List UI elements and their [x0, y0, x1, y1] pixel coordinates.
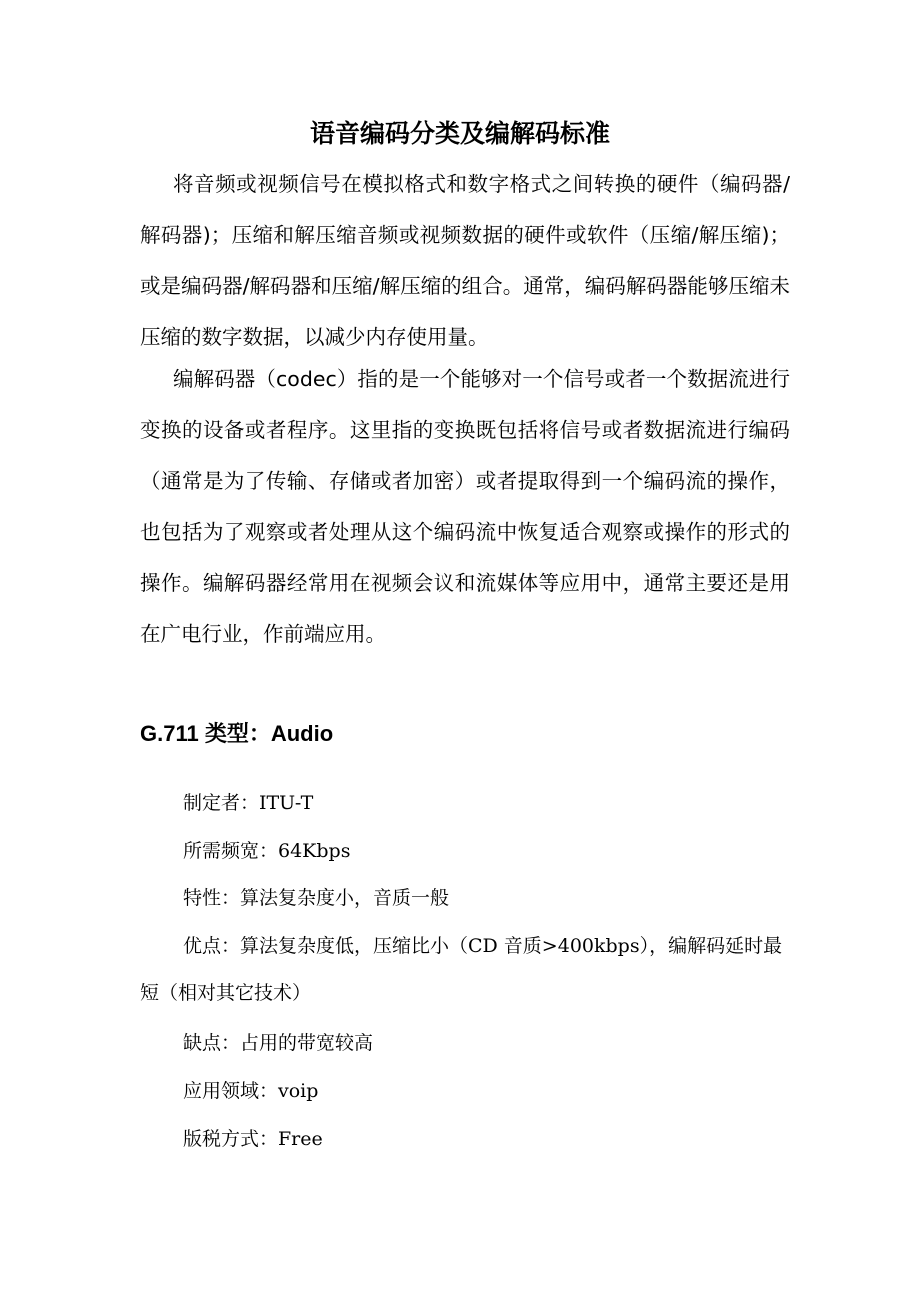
spec-maker: 制定者：ITU-T [183, 792, 314, 814]
spec-application: 应用领域：voip [183, 1080, 319, 1102]
spec-disadvantages: 缺点：占用的带宽较高 [183, 1032, 374, 1054]
spec-bandwidth: 所需频宽：64Kbps [183, 840, 351, 862]
spec-royalty: 版税方式：Free [183, 1128, 323, 1150]
spec-advantages: 优点：算法复杂度低，压缩比小（CD 音质>400kbps），编解码延时最短（相对其它技术） [140, 935, 783, 1004]
spec-features: 特性：算法复杂度小，音质一般 [183, 887, 450, 909]
intro-paragraph: 将音频或视频信号在模拟格式和数字格式之间转换的硬件（编码器/解码器)；压缩和解压缩音频或视频数据的硬件或软件（压缩/解压缩)；或是编码器/解码器和压缩/解压缩的组合。通常，编码解码器能够压缩未压缩的数字数据，以减少内存使用量。 [140, 172, 790, 349]
codec-paragraph: 编解码器（codec）指的是一个能够对一个信号或者一个数据流进行变换的设备或者程序。这里指的变换既包括将信号或者数据流进行编码（通常是为了传输、存储或者加密）或者提取得到一个编码流的操作，也包括为了观察或者处理从这个编码流中恢复适合观察或操作的形式的操作。编解码器经常用在视频会议和流媒体等应用中，通常主要还是用在广电行业，作前端应用。 [140, 367, 790, 646]
document-title: 语音编码分类及编解码标准 [309, 119, 610, 148]
section-heading-g711: G.711 类型：Audio [140, 721, 334, 746]
